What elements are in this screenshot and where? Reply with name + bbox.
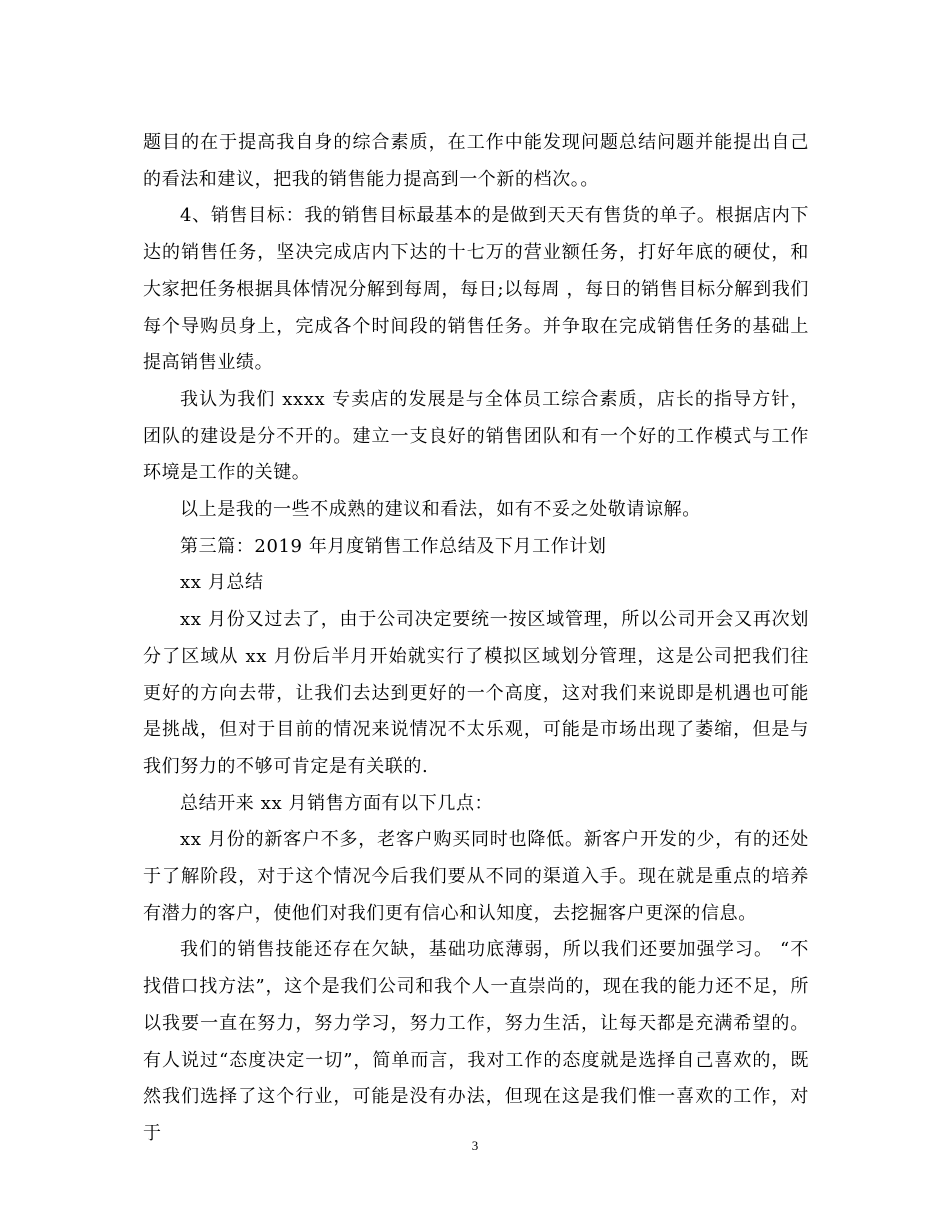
document-body <box>143 125 809 1153</box>
paragraph-1: 题目的在于提高我自身的综合素质，在工作中能发现问题总结问题并能提出自己的看法和建议，把我的销售能力提高到一个新的档次。。 <box>143 132 809 190</box>
paragraph-10: 我们的销售技能还存在欠缺，基础功底薄弱，所以我们还要加强学习。 “不找借口找方法”，这个是我们公司和我个人一直崇尚的，现在我的能力还不足，所以我要一直在努力，努力学习，努力工作，努力生活，让每天都是充满希望的。有人说过“态度决定一切”，简单而言，我对工作的态度就是选择自己喜欢的，既然我们选择了这个行业，可能是没有办法，但现在这是我们惟一喜欢的工作，对于 <box>143 939 809 1144</box>
paragraph-9: xx 月份的新客户不多，老客户购买同时也降低。新客户开发的少，有的还处于了解阶段，对于这个情况今后我们要从不同的渠道入手。现在就是重点的培养有潜力的客户，使他们对我们更有信心和认知度，去挖掘客户更深的信息。 <box>143 829 809 924</box>
sub-heading: xx 月总结 <box>180 572 264 594</box>
paragraph-7: xx 月份又过去了，由于公司决定要统一按区域管理，所以公司开会又再次划分了区域从 xx 月份后半月开始就实行了模拟区域划分管理，这是公司把我们往更好的方向去带，让我们去达到更好的一个高度，这对我们来说即是机遇也可能是挑战，但对于目前的情况来说情况不太乐观，可能是市场出现了萎缩，但是与我们努力的不够可肯定是有关联的. <box>143 609 809 777</box>
paragraph-8: 总结开来 xx 月销售方面有以下几点： <box>180 792 494 814</box>
paragraph-4: 以上是我的一些不成熟的建议和看法，如有不妥之处敬请谅解。 <box>180 499 701 521</box>
page-number: 3 <box>471 1138 479 1153</box>
paragraph-2: 4、销售目标：我的销售目标最基本的是做到天天有售货的单子。根据店内下达的销售任务，坚决完成店内下达的十七万的营业额任务，打好年底的硬仗，和大家把任务根据具体情况分解到每周，每日;以每周 ，每日的销售目标分解到我们每个导购员身上，完成各个时间段的销售任务。并争取在完成销售任务的基础上提高销售业绩。 <box>143 205 809 374</box>
paragraph-3: 我认为我们 xxxx 专卖店的发展是与全体员工综合素质，店长的指导方针，团队的建设是分不开的。建立一支良好的销售团队和有一个好的工作模式与工作环境是工作的关键。 <box>143 388 809 484</box>
section-heading: 第三篇：2019 年月度销售工作总结及下月工作计划 <box>180 535 607 557</box>
